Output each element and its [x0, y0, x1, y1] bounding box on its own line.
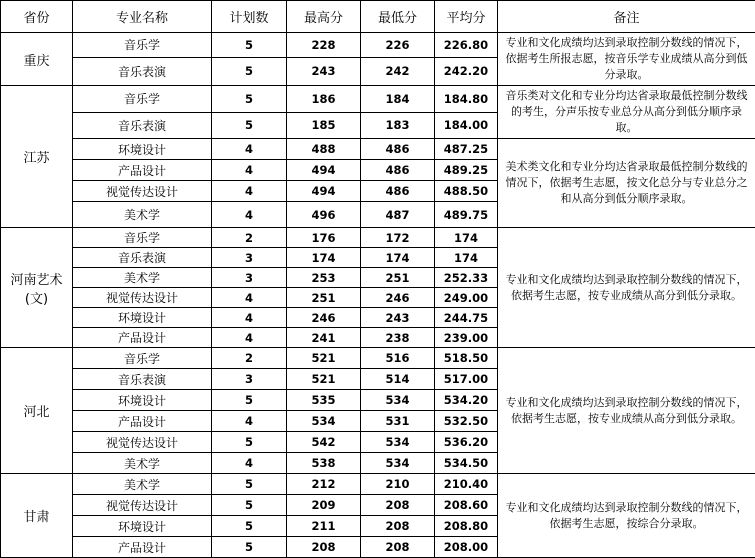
avg-score-cell: 518.50 — [435, 348, 498, 369]
major-cell: 美术学 — [73, 202, 212, 228]
province-cell: 河南艺术(文) — [1, 228, 73, 348]
plan-cell: 5 — [212, 33, 287, 58]
max-score-cell: 496 — [287, 202, 361, 228]
notes-cell: 专业和文化成绩均达到录取控制分数线的情况下，依据考生所报志愿，按音乐学专业成绩从高分到低分录取。 — [498, 33, 755, 86]
major-cell: 视觉传达设计 — [73, 181, 212, 202]
avg-score-cell: 487.25 — [435, 139, 498, 160]
avg-score-cell: 534.20 — [435, 390, 498, 411]
header-max: 最高分 — [287, 1, 361, 33]
plan-cell: 4 — [212, 411, 287, 432]
header-plan: 计划数 — [212, 1, 287, 33]
max-score-cell: 251 — [287, 288, 361, 308]
min-score-cell: 174 — [361, 248, 435, 268]
table-row — [1, 228, 755, 248]
max-score-cell: 241 — [287, 328, 361, 348]
avg-score-cell: 532.50 — [435, 411, 498, 432]
avg-score-cell: 489.25 — [435, 160, 498, 181]
table-row — [1, 33, 755, 58]
max-score-cell: 243 — [287, 57, 361, 85]
plan-cell: 5 — [212, 432, 287, 453]
table-row — [1, 86, 755, 113]
major-cell: 音乐学 — [73, 348, 212, 369]
max-score-cell: 228 — [287, 33, 361, 58]
province-cell: 重庆 — [1, 33, 73, 86]
major-cell: 音乐学 — [73, 86, 212, 113]
major-cell: 产品设计 — [73, 537, 212, 558]
avg-score-cell: 488.50 — [435, 181, 498, 202]
plan-cell: 3 — [212, 369, 287, 390]
major-cell: 视觉传达设计 — [73, 432, 212, 453]
min-score-cell: 183 — [361, 112, 435, 139]
major-cell: 环境设计 — [73, 308, 212, 328]
major-cell: 环境设计 — [73, 516, 212, 537]
major-cell: 环境设计 — [73, 139, 212, 160]
header-min: 最低分 — [361, 1, 435, 33]
min-score-cell: 534 — [361, 432, 435, 453]
min-score-cell: 210 — [361, 474, 435, 495]
max-score-cell: 521 — [287, 348, 361, 369]
avg-score-cell: 208.00 — [435, 537, 498, 558]
major-cell: 视觉传达设计 — [73, 288, 212, 308]
min-score-cell: 242 — [361, 57, 435, 85]
major-cell: 美术学 — [73, 268, 212, 288]
notes-cell: 专业和文化成绩均达到录取控制分数线的情况下，依据考生志愿，按综合分录取。 — [498, 474, 755, 558]
avg-score-cell: 208.80 — [435, 516, 498, 537]
min-score-cell: 514 — [361, 369, 435, 390]
min-score-cell: 486 — [361, 160, 435, 181]
min-score-cell: 208 — [361, 516, 435, 537]
major-cell: 音乐表演 — [73, 248, 212, 268]
plan-cell: 2 — [212, 228, 287, 248]
min-score-cell: 243 — [361, 308, 435, 328]
major-cell: 音乐学 — [73, 33, 212, 58]
table-row — [1, 474, 755, 495]
max-score-cell: 253 — [287, 268, 361, 288]
notes-cell: 专业和文化成绩均达到录取控制分数线的情况下，依据考生志愿，按专业成绩从高分到低分录取。 — [498, 228, 755, 348]
avg-score-cell: 489.75 — [435, 202, 498, 228]
max-score-cell: 538 — [287, 453, 361, 474]
avg-score-cell: 242.20 — [435, 57, 498, 85]
min-score-cell: 486 — [361, 181, 435, 202]
plan-cell: 2 — [212, 348, 287, 369]
major-cell: 音乐表演 — [73, 112, 212, 139]
max-score-cell: 246 — [287, 308, 361, 328]
header-notes: 备注 — [498, 1, 755, 33]
max-score-cell: 535 — [287, 390, 361, 411]
max-score-cell: 521 — [287, 369, 361, 390]
avg-score-cell: 517.00 — [435, 369, 498, 390]
max-score-cell: 174 — [287, 248, 361, 268]
major-cell: 音乐表演 — [73, 369, 212, 390]
min-score-cell: 238 — [361, 328, 435, 348]
min-score-cell: 251 — [361, 268, 435, 288]
plan-cell: 5 — [212, 495, 287, 516]
header-row — [1, 1, 755, 33]
province-cell: 河北 — [1, 348, 73, 474]
plan-cell: 5 — [212, 516, 287, 537]
header-province: 省份 — [1, 1, 73, 33]
table-row — [1, 348, 755, 369]
plan-cell: 4 — [212, 308, 287, 328]
max-score-cell: 494 — [287, 160, 361, 181]
plan-cell: 4 — [212, 202, 287, 228]
min-score-cell: 226 — [361, 33, 435, 58]
major-cell: 美术学 — [73, 474, 212, 495]
table-row — [1, 139, 755, 160]
major-cell: 产品设计 — [73, 411, 212, 432]
min-score-cell: 172 — [361, 228, 435, 248]
plan-cell: 4 — [212, 181, 287, 202]
min-score-cell: 516 — [361, 348, 435, 369]
max-score-cell: 209 — [287, 495, 361, 516]
plan-cell: 5 — [212, 57, 287, 85]
min-score-cell: 246 — [361, 288, 435, 308]
min-score-cell: 208 — [361, 537, 435, 558]
province-cell: 江苏 — [1, 86, 73, 228]
plan-cell: 3 — [212, 248, 287, 268]
major-cell: 产品设计 — [73, 328, 212, 348]
plan-cell: 5 — [212, 474, 287, 495]
notes-cell: 美术类文化和专业分均达省录取最低控制分数线的情况下，依据考生志愿，按文化总分与专业总分之和从高分到低分顺序录取。 — [498, 139, 755, 228]
plan-cell: 4 — [212, 139, 287, 160]
avg-score-cell: 536.20 — [435, 432, 498, 453]
max-score-cell: 208 — [287, 537, 361, 558]
plan-cell: 5 — [212, 86, 287, 113]
avg-score-cell: 244.75 — [435, 308, 498, 328]
max-score-cell: 542 — [287, 432, 361, 453]
avg-score-cell: 249.00 — [435, 288, 498, 308]
table-body — [1, 33, 755, 558]
min-score-cell: 208 — [361, 495, 435, 516]
header-major: 专业名称 — [73, 1, 212, 33]
plan-cell: 4 — [212, 160, 287, 181]
plan-cell: 4 — [212, 453, 287, 474]
major-cell: 美术学 — [73, 453, 212, 474]
min-score-cell: 534 — [361, 390, 435, 411]
max-score-cell: 212 — [287, 474, 361, 495]
avg-score-cell: 210.40 — [435, 474, 498, 495]
plan-cell: 3 — [212, 268, 287, 288]
avg-score-cell: 534.50 — [435, 453, 498, 474]
plan-cell: 5 — [212, 112, 287, 139]
major-cell: 产品设计 — [73, 160, 212, 181]
avg-score-cell: 208.60 — [435, 495, 498, 516]
avg-score-cell: 184.80 — [435, 86, 498, 113]
notes-cell: 专业和文化成绩均达到录取控制分数线的情况下，依据考生志愿，按专业成绩从高分到低分录取。 — [498, 348, 755, 474]
max-score-cell: 488 — [287, 139, 361, 160]
header-avg: 平均分 — [435, 1, 498, 33]
plan-cell: 4 — [212, 288, 287, 308]
max-score-cell: 185 — [287, 112, 361, 139]
max-score-cell: 186 — [287, 86, 361, 113]
major-cell: 音乐学 — [73, 228, 212, 248]
plan-cell: 5 — [212, 537, 287, 558]
avg-score-cell: 184.00 — [435, 112, 498, 139]
avg-score-cell: 239.00 — [435, 328, 498, 348]
plan-cell: 4 — [212, 328, 287, 348]
min-score-cell: 184 — [361, 86, 435, 113]
major-cell: 音乐表演 — [73, 57, 212, 85]
plan-cell: 5 — [212, 390, 287, 411]
min-score-cell: 531 — [361, 411, 435, 432]
avg-score-cell: 174 — [435, 228, 498, 248]
max-score-cell: 176 — [287, 228, 361, 248]
avg-score-cell: 174 — [435, 248, 498, 268]
min-score-cell: 534 — [361, 453, 435, 474]
max-score-cell: 494 — [287, 181, 361, 202]
max-score-cell: 534 — [287, 411, 361, 432]
max-score-cell: 211 — [287, 516, 361, 537]
major-cell: 视觉传达设计 — [73, 495, 212, 516]
province-cell: 甘肃 — [1, 474, 73, 558]
notes-cell: 音乐类对文化和专业分均达省录取最低控制分数线的考生，分声乐按专业总分从高分到低分顺序录取。 — [498, 86, 755, 139]
min-score-cell: 486 — [361, 139, 435, 160]
avg-score-cell: 226.80 — [435, 33, 498, 58]
min-score-cell: 487 — [361, 202, 435, 228]
major-cell: 环境设计 — [73, 390, 212, 411]
avg-score-cell: 252.33 — [435, 268, 498, 288]
